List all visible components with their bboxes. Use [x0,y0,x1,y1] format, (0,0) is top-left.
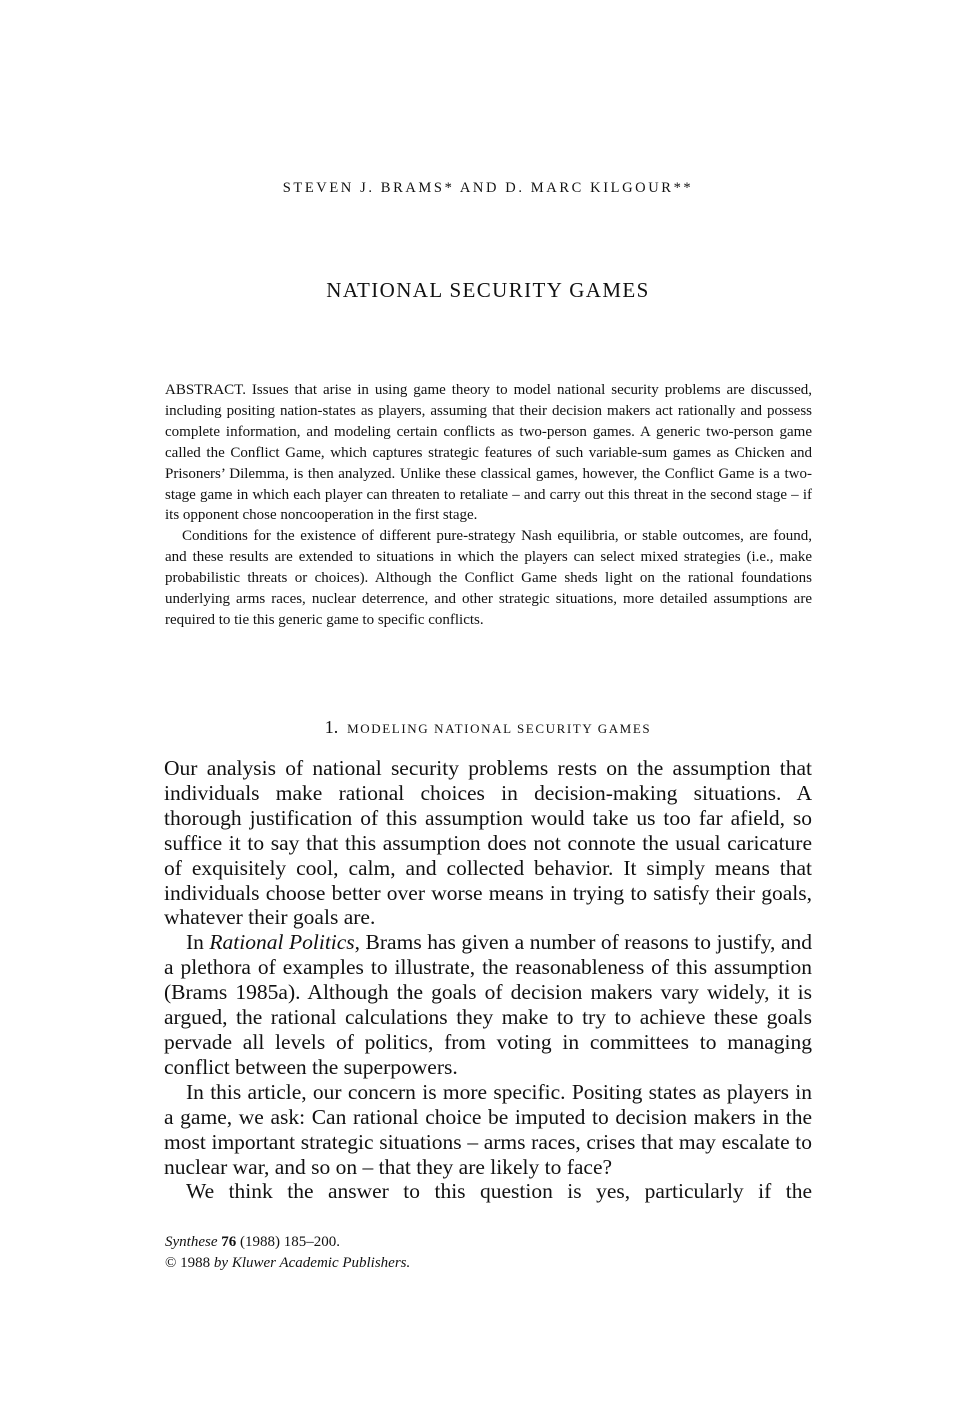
paper-title: NATIONAL SECURITY GAMES [326,278,650,302]
section-number: 1. [324,717,339,737]
publisher-name: by Kluwer Academic Publishers. [213,1255,411,1271]
body-paragraph: In this article, our concern is more specific. Positing states as players in a game, we ask: Can rational choice be imputed to decision makers in the most important strategic situations – arms races, crises that may escalate to nuclear war, and so on – that they are likely to face? [164,1079,812,1179]
body-text [164,756,812,1204]
copyright-symbol: © [165,1255,177,1271]
body-paragraph: Our analysis of national security problems rests on the assumption that individuals make rational choices in decision-making situations. A thorough justification of this assumption would take us too far afield, so suffice it to say that this assumption does not connote the usual caricature of exquisitely cool, calm, and collected behavior. It simply means that individuals choose better over worse means in trying to satisfy their goals, whatever their goals are. [164,756,812,930]
footer-citation [165,1232,410,1274]
copyright-year: 1988 [176,1255,214,1271]
citation-details: (1988) 185–200. [236,1234,340,1250]
abstract-paragraph: ABSTRACT. Issues that arise in using game theory to model national security problems are discussed, including positing nation-states as players, assuming that their decision makers act rationally and possess complete information, and modeling certain conflicts as two-person games. A generic two-person game called the Conflict Game, which captures strategic features of such variable-sum games as Chicken and Prisoners’ Dilemma, is then analyzed. Unlike these classical games, however, the Conflict Game is a two-stage game in which each player can threaten to retaliate – and carry out this threat in the second stage – if its opponent chose noncooperation in the first stage. [165,382,812,524]
body-text-span: In [186,930,210,955]
abstract [165,380,812,631]
author-line: STEVEN J. BRAMS* AND D. MARC KILGOUR** [282,180,694,196]
journal-volume: 76 [221,1234,237,1250]
body-paragraph: We think the answer to this question is yes, particularly if the [186,1179,812,1204]
section-heading [164,716,812,740]
journal-name: Synthese [165,1234,218,1250]
copyright-line [165,1253,410,1274]
citation-line [165,1232,410,1253]
body-paragraph [164,930,812,1079]
abstract-paragraph: Conditions for the existence of different pure-strategy Nash equilibria, or stable outcomes, are found, and these results are extended to situations in which the players can select mixed strategies (i.e., make probabilistic threats or choices). Although the Conflict Game sheds light on the rational foundations underlying arms races, nuclear deterrence, and other strategic situations, more detailed assumptions are required to tie this generic game to specific conflicts. [165,528,812,628]
book-title: Rational Politics [209,930,355,955]
section-title: MODELING NATIONAL SECURITY GAMES [347,721,652,736]
body-text-span: , Brams has given a number of reasons to justify, and a plethora of examples to illustrate, the reasonableness of this assumption (Brams 1985a). Although the goals of decision makers vary widely, it is argued, the rational calculations they make to try to achieve these goals pervade all levels of politics, from voting in committees to managing conflict between the superpowers. [164,930,812,1079]
